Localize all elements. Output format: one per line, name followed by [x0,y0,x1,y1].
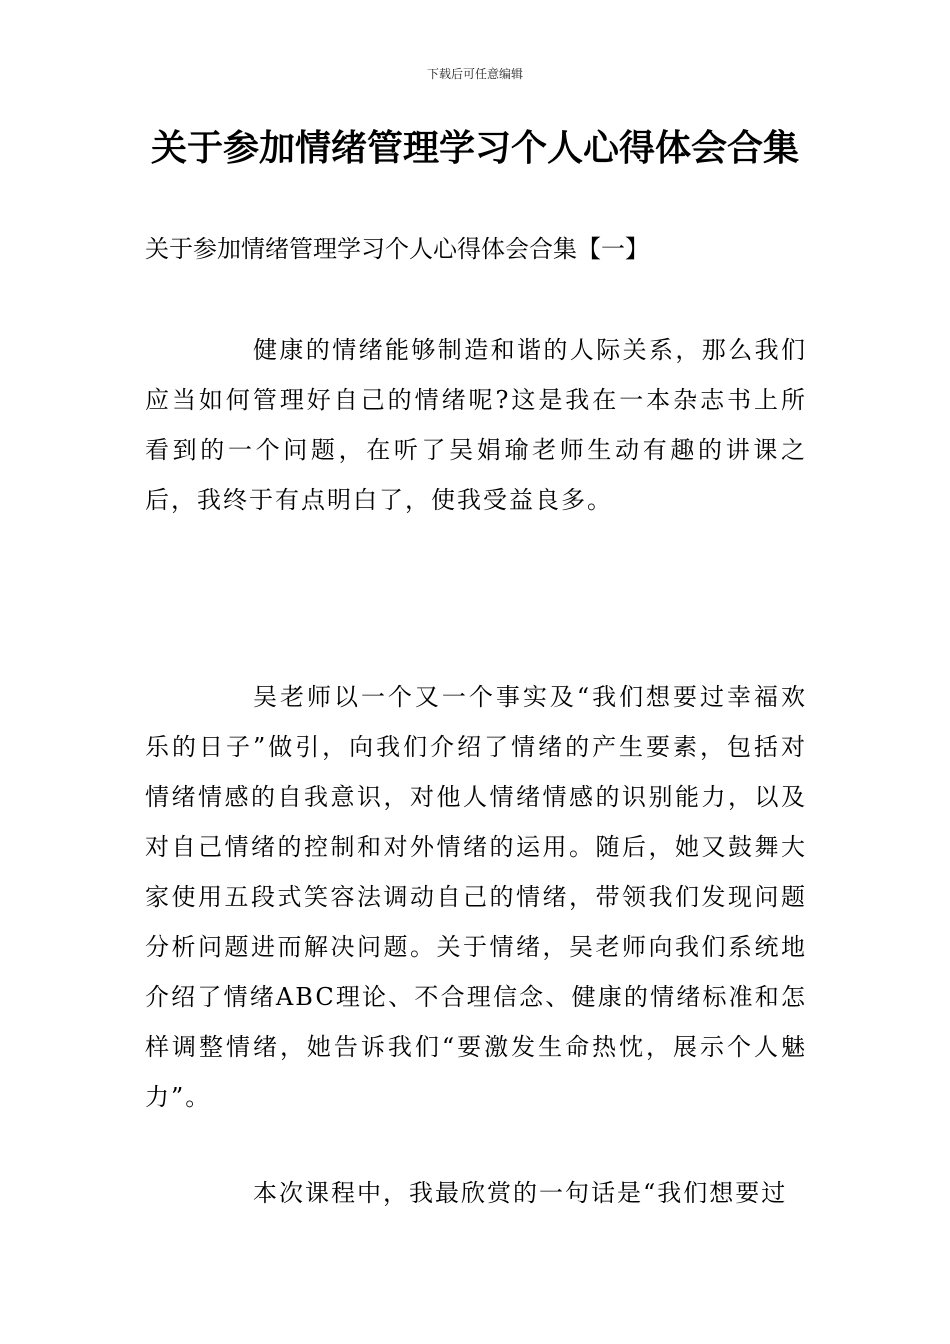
document-title: 关于参加情绪管理学习个人心得体会合集 [150,128,799,169]
header-note: 下载后可任意编辑 [426,67,523,81]
paragraph-3: 本次课程中，我最欣赏的一句话是“我们想要过 [253,1179,788,1207]
section-heading: 关于参加情绪管理学习个人心得体会合集【一】 [145,235,649,263]
paragraph-2: 吴老师以一个又一个事实及“我们想要过幸福欢乐的日子”做引，向我们介绍了情绪的产生要素，包括对情绪情感的自我意识，对他人情绪情感的识别能力，以及对自己情绪的控制和对外情绪的运用。随后，她又鼓舞大家使用五段式笑容法调动自己的情绪，带领我们发现问题分析问题进而解决问题。关于情绪，吴老师向我们系统地介绍了情绪ABC理论、不合理信念、健康的情绪标准和怎样调整情绪，她告诉我们“要激发生命热忱，展示个人魅力”。 [145,683,807,1111]
paragraph-1: 健康的情绪能够制造和谐的人际关系，那么我们应当如何管理好自己的情绪呢?这是我在一本杂志书上所看到的一个问题，在听了吴娟瑜老师生动有趣的讲课之后，我终于有点明白了，使我受益良多。 [145,336,807,514]
